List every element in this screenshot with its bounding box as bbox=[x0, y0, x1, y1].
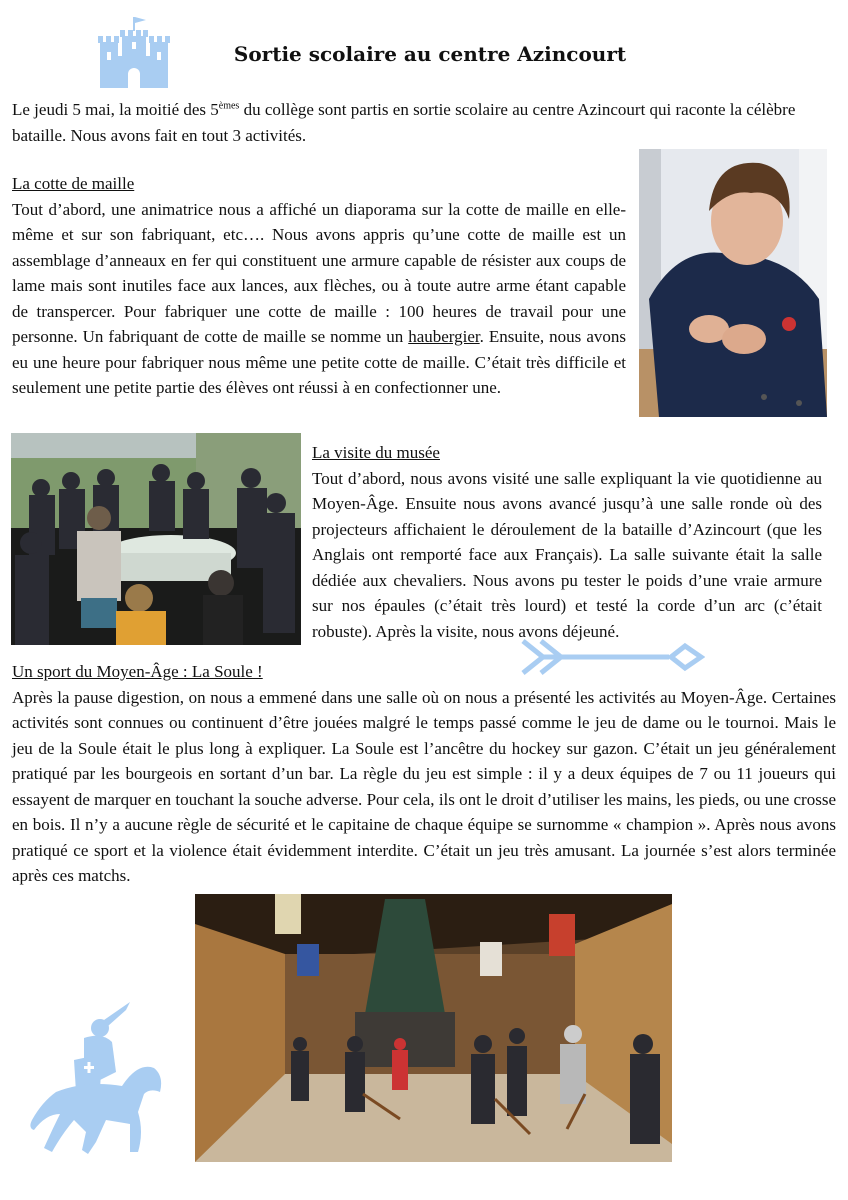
intro-paragraph: Le jeudi 5 mai, la moitié des 5èmes du collège sont partis en sortie scolaire au centre Azincourt qui raconte la célèbre bataille. Nous avons fait en tout 3 activités. bbox=[12, 100, 796, 145]
section-heading: Un sport du Moyen-Âge : La Soule ! bbox=[12, 662, 263, 681]
section-visite-musee bbox=[312, 440, 822, 644]
section-text: Tout d’abord, une animatrice nous a affiché un diaporama sur la cotte de maille en elle-même et sur son fabriquant, etc…. Nous avons appris qu’une cotte de maille est un assemblage d’anneaux en fer qui constituent une armure capable de résister aux coups de lame mais sont inutiles face aux lances, aux flèches, ou à toute autre arme étant capable de transpercer. Pour fabriquer une cotte de maille : 100 heures de travail pour une personne. Un fabriquant de cotte de maille se nomme un haubergier. Ensuite, nous avons eu une heure pour fabriquer nous même une petite cotte de maille. C’était très difficile et seulement une petite partie des élèves ont réussi à en confectionner une. bbox=[12, 199, 626, 397]
section-text: Après la pause digestion, on nous a emmené dans une salle où on nous a présenté les activités au Moyen-Âge. Certaines activités sont connues ou continuent d’être jouées malgré le temps passé comme le jeu de dame ou le tournoi. Mais le jeu de la Soule était le plus long à expliquer. La Soule est l’ancêtre du hockey sur gazon. C’était un jeu généralement pratiqué par les bourgeois en sortant d’un bar. La règle du jeu est simple : il y a deux équipes de 7 ou 11 joueurs qui essayent de marquer en touchant la souche adverse. Pour cela, ils ont le droit d’utiliser les mains, les pieds, ou une crosse en bois. Il n’y a aucune règle de sécurité et le capitaine de chaque équipe se surnomme « champion ». Après nous avons pratiqué ce sport et la violence était évidemment interdite. C’était un jeu très amusant. La journée s’est alors terminée après ces matchs. bbox=[12, 687, 836, 885]
section-heading: La cotte de maille bbox=[12, 174, 135, 193]
section-la-soule bbox=[12, 659, 836, 889]
knight-icon bbox=[26, 1002, 166, 1154]
photo-museum-visit bbox=[11, 433, 301, 645]
page-title: Sortie scolaire au centre Azincourt bbox=[233, 42, 627, 66]
section-text: Tout d’abord, nous avons visité une salle expliquant la vie quotidienne au Moyen-Âge. Ensuite nous avons avancé jusqu’à une salle ronde où des projecteurs affichaient le déroulement de la bataille d’Azincourt (que les Anglais ont remporté face aux Français). La salle suivante était la salle dédiée aux chevaliers. Nous avons pu tester le poids d’une vraie armure sur nos épaules (c’était très lourd) et testé la corde d’un arc (c’était robuste). Après la visite, nous avons déjeuné. bbox=[312, 468, 822, 641]
section-heading: La visite du musée bbox=[312, 443, 440, 462]
castle-icon bbox=[98, 16, 170, 90]
photo-chainmail-student bbox=[639, 149, 827, 417]
photo-soule-game bbox=[195, 894, 672, 1162]
section-cotte-de-maille bbox=[12, 171, 626, 401]
haubergier-term: haubergier bbox=[408, 327, 480, 346]
